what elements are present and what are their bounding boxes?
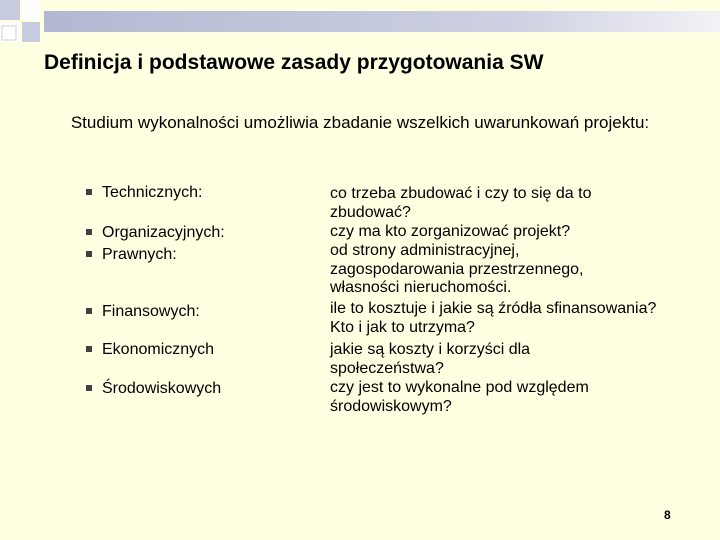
item-label-environmental: Środowiskowych — [102, 380, 222, 397]
page-number: 8 — [664, 508, 671, 522]
slide-title: Definicja i podstawowe zasady przygotowania SW — [44, 51, 544, 74]
slide-subtitle: Studium wykonalności umożliwia zbadanie wszelkich uwarunkowań projektu: — [70, 113, 650, 132]
item-description-technical: co trzeba zbudować i czy to się da to zbudować? — [330, 185, 592, 221]
decor-square-5 — [2, 26, 16, 40]
item-label-organizational: Organizacyjnych: — [102, 224, 225, 241]
bullet-icon — [86, 229, 92, 235]
decor-square-1 — [0, 0, 20, 20]
item-label-technical: Technicznych: — [102, 184, 203, 201]
decor-bar — [44, 11, 720, 32]
decor-square-4 — [22, 22, 40, 42]
item-description-organizational: czy ma kto zorganizować projekt? — [330, 223, 571, 240]
bullet-icon — [86, 189, 92, 195]
item-description-financial: ile to kosztuje i jakie są źródła sfinansowania? Kto i jak to utrzyma? — [330, 300, 657, 336]
item-label-financial: Finansowych: — [102, 303, 200, 320]
item-label-legal: Prawnych: — [102, 246, 177, 263]
bullet-icon — [86, 385, 92, 391]
decor-square-2 — [22, 0, 40, 20]
bullet-icon — [86, 346, 92, 352]
item-description-legal: od strony administracyjnej, zagospodarowania przestrzennego, własności nieruchomości. — [330, 242, 584, 296]
bullet-icon — [86, 251, 92, 257]
header-decoration — [0, 0, 720, 48]
bullet-icon — [86, 308, 92, 314]
item-description-environmental: czy jest to wykonalne pod względem środowiskowym? — [330, 379, 589, 415]
item-label-economic: Ekonomicznych — [102, 341, 215, 358]
item-description-economic: jakie są koszty i korzyści dla społeczeństwa? — [330, 341, 531, 377]
